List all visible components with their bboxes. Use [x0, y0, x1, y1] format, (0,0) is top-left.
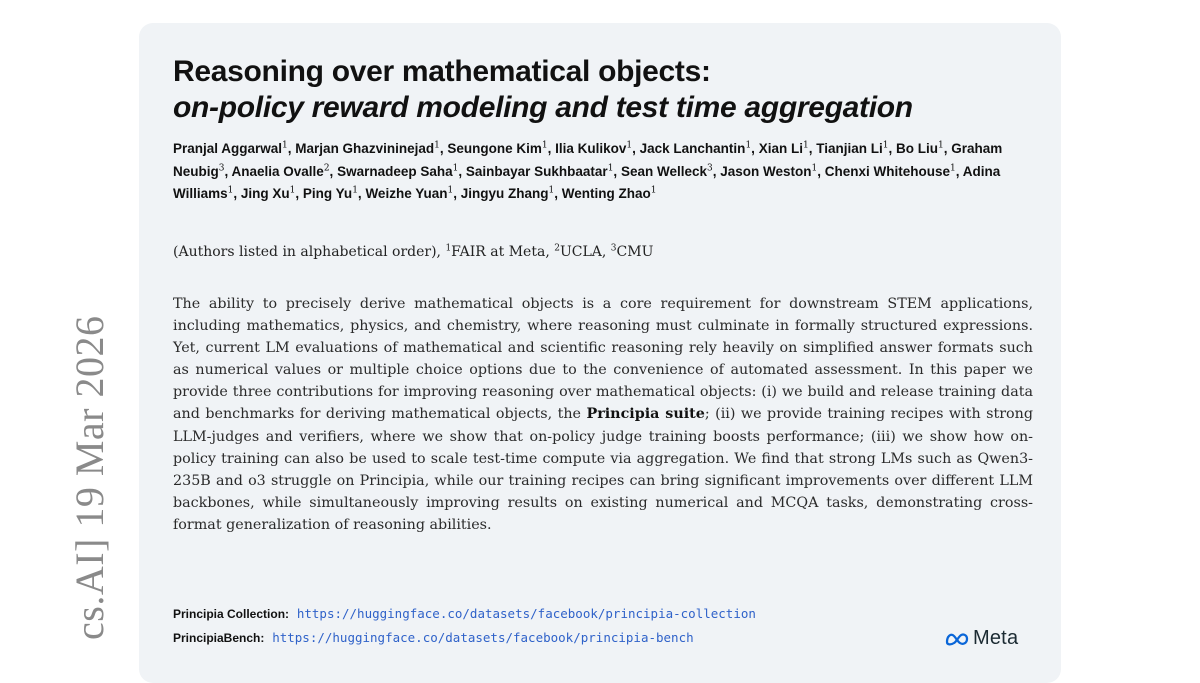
- author-name: Pranjal Aggarwal: [173, 141, 283, 156]
- author-name: Jingyu Zhang: [460, 186, 549, 201]
- title-line-2: on-policy reward modeling and test time aggregation: [173, 91, 913, 124]
- author: [555, 141, 632, 156]
- author: [640, 141, 752, 156]
- author: [720, 164, 817, 179]
- affiliation-note: (Authors listed in alphabetical order),: [173, 244, 441, 260]
- author-name: Anaelia Ovalle: [231, 163, 324, 179]
- author-name: Adina Williams: [173, 163, 1001, 201]
- author: [759, 141, 809, 156]
- abstract: [173, 293, 1033, 536]
- author-affiliation-mark: 1: [434, 140, 440, 151]
- author-affiliation-mark: 1: [352, 185, 358, 196]
- author: [461, 186, 554, 201]
- paper-title: [173, 54, 913, 126]
- author-name: Tianjian Li: [816, 141, 883, 156]
- author-affiliation-mark: 1: [802, 140, 809, 151]
- author-list: Pranjal Aggarwal$^1$, Marjan Ghazvininejad$^1$, Seungone Kim$^1$, Ilia Kulikov$^1$, Jack Lanchantin$^1$, Xian Li$^1$, Tianjian Li$^1$, Bo Liu$^1$, Graham Neubig$^3$, Anaelia Ovalle$^2$, Swarnadeep Saha$^1$, Sainbayar Sukhbaatar$^1$, Sean Welleck$^3$, Jason Weston$^1$, Chenxi Whitehouse$^1$, Adina Williams$^1$, Jing Xu$^1$, Ping Yu$^1$, Weizhe Yuan$^1$, Jingyu Zhang$^1$, Wenting Zhao$^1$: [173, 140, 1003, 201]
- author-affiliation-mark: 1: [937, 140, 944, 151]
- author: [825, 164, 956, 179]
- author-name: Jing Xu: [240, 186, 290, 201]
- author-affiliation-mark: 1: [882, 140, 889, 151]
- link-collection-url[interactable]: https://huggingface.co/datasets/facebook/principia-collection: [296, 606, 756, 621]
- author-name: Seungone Kim: [447, 141, 542, 156]
- author-affiliation-mark: 1: [950, 163, 956, 173]
- arxiv-side-stamp: [20, 0, 112, 648]
- affiliations: (Authors listed in alphabetical order), $^1$FAIR at Meta, $^2$UCLA, $^3$CMU: [173, 243, 654, 260]
- author-name: Xian Li: [758, 141, 803, 156]
- author-affiliation-mark: 2: [323, 163, 330, 173]
- author-affiliation-mark: 1: [452, 163, 459, 173]
- author-name: Jason Weston: [720, 163, 812, 179]
- link-bench-url[interactable]: https://huggingface.co/datasets/facebook/principia-bench: [272, 630, 694, 645]
- link-row-collection: [173, 602, 1033, 626]
- author: [447, 141, 547, 156]
- link-label-collection: Principia Collection:: [173, 607, 290, 621]
- author-affiliation-mark: 1: [626, 140, 633, 151]
- meta-logo: [944, 627, 1018, 650]
- author: [295, 141, 440, 156]
- meta-wordmark: Meta: [973, 627, 1019, 649]
- abstract-bold-term: Principia suite: [586, 406, 705, 423]
- author-name: Wenting Zhao: [561, 186, 651, 201]
- affiliation-number: 3: [610, 243, 617, 254]
- author-affiliation-mark: 1: [650, 185, 657, 196]
- author-affiliation-mark: 1: [745, 140, 752, 151]
- author: [241, 186, 296, 201]
- author-name: Chenxi Whitehouse: [824, 163, 951, 179]
- link-row-bench: [173, 626, 1033, 650]
- author-affiliation-mark: 1: [227, 185, 234, 196]
- author-name: Weizhe Yuan: [365, 186, 448, 201]
- author: [562, 186, 657, 201]
- author-name: Graham Neubig: [173, 141, 1003, 179]
- author: [303, 186, 358, 201]
- author-affiliation-mark: 1: [811, 163, 818, 173]
- link-label-bench: PrincipiaBench:: [173, 631, 265, 645]
- abstract-text-before: The ability to precisely derive mathematical objects is a core requirement for downstream STEM applications, including mathematics, physics, and chemistry, where reasoning must culminate in formally structured expressions. Yet, current LM evaluations of mathematical and scientific reasoning rely heavily on simplified answer formats such as numerical values or multiple choice options due to the convenience of automated assessment. In this paper we provide three contributions for improving reasoning over mathematical objects: (i) we build and release training data and benchmarks for deriving mathematical objects, the: [173, 296, 1033, 423]
- author-affiliation-mark: 1: [607, 163, 614, 173]
- author: [232, 164, 330, 179]
- affiliation-name: UCLA: [559, 244, 602, 260]
- resource-links: [173, 602, 1033, 650]
- author: [816, 141, 888, 156]
- author-name: Ping Yu: [302, 186, 353, 201]
- title-line-1: Reasoning over mathematical objects:: [173, 55, 711, 88]
- author: [466, 164, 614, 179]
- arxiv-stamp-text: cs.AI] 19 Mar 2026: [67, 315, 112, 640]
- author-name: Bo Liu: [895, 141, 938, 156]
- author: [337, 164, 458, 179]
- author-name: Ilia Kulikov: [555, 141, 627, 156]
- author-affiliation-mark: 1: [447, 185, 454, 196]
- author-name: Sean Welleck: [620, 163, 707, 179]
- author-affiliation-mark: 1: [548, 185, 555, 196]
- author-affiliation-mark: 1: [541, 140, 548, 151]
- affiliation-number: 2: [554, 243, 560, 254]
- abstract-text-after: ; (ii) we provide training recipes with strong LLM-judges and verifiers, where we show that on-policy judge training boosts performance; (iii) we show how on-policy training can also be used to scale test-time compute via aggregation. We find that strong LMs such as Qwen3-235B and o3 struggle on Principia, while our training recipes can bring significant improvements over different LLM backbones, while simultaneously improving results on existing numerical and MCQA tasks, demonstrating cross-format generalization of reasoning abilities.: [173, 406, 1033, 533]
- meta-infinity-icon: [944, 631, 970, 647]
- author: [365, 186, 453, 201]
- author: [173, 141, 288, 156]
- author-name: Marjan Ghazvininejad: [295, 141, 435, 156]
- author-affiliation-mark: 3: [218, 163, 225, 173]
- author-affiliation-mark: 3: [707, 163, 713, 173]
- author-affiliation-mark: 1: [289, 185, 296, 196]
- affiliation-name: CMU: [616, 244, 654, 260]
- author-name: Jack Lanchantin: [639, 141, 746, 156]
- author-affiliation-mark: 1: [282, 140, 288, 151]
- author: [896, 141, 944, 156]
- affiliation-name: FAIR at Meta: [451, 244, 546, 260]
- affiliation-number: 1: [445, 243, 452, 254]
- author-name: Swarnadeep Saha: [337, 163, 453, 179]
- author: [621, 164, 713, 179]
- author-name: Sainbayar Sukhbaatar: [465, 163, 608, 179]
